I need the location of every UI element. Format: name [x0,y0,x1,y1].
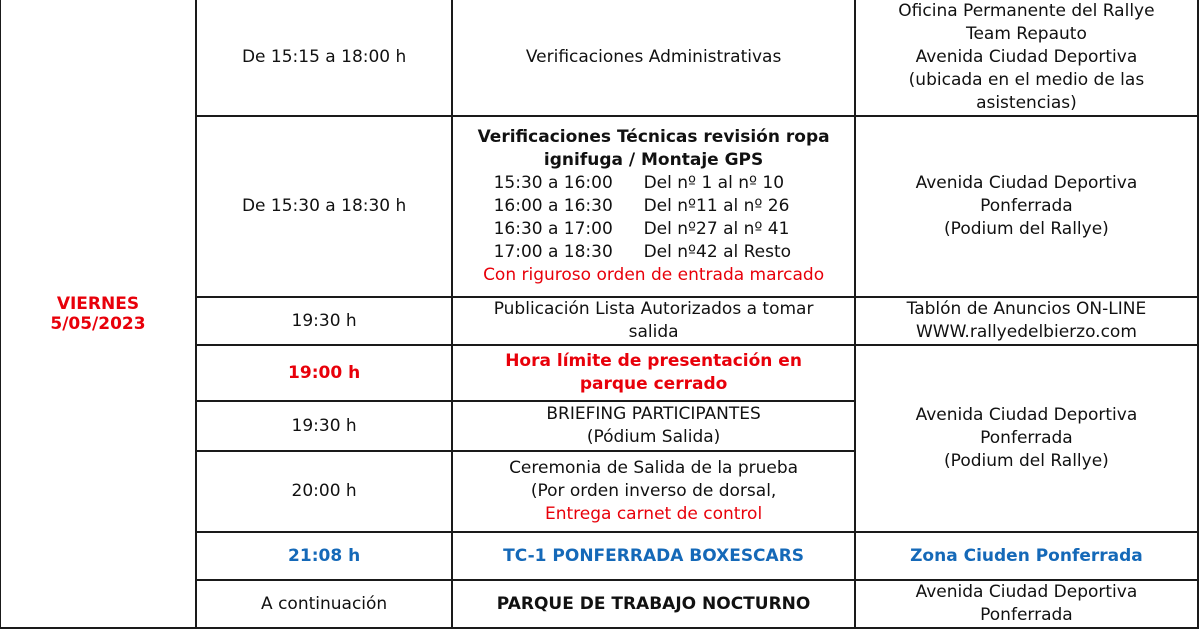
day-date: 5/05/2023 [50,313,146,334]
location-line: asistencias) [976,93,1077,113]
activity-cell [452,345,855,401]
slot-range: Del nº42 al Resto [643,242,792,262]
verification-schedule [459,172,848,264]
location-line: Oficina Permanente del Rallye [898,1,1155,21]
location-line: Ponferrada [980,196,1073,216]
time-cell: 20:00 h [196,451,452,532]
activity-line: BRIEFING PARTICIPANTES [546,404,761,424]
location-cell [855,580,1198,628]
time-cell: 19:30 h [196,297,452,345]
slot-time: 15:30 a 16:00 [493,173,613,193]
time-cell: 19:00 h [196,345,452,401]
location-line: Team Repauto [965,24,1087,44]
day-cell [0,0,196,628]
location-cell: Zona Ciuden Ponferrada [855,532,1198,580]
activity-title: ignifuga / Montaje GPS [543,150,764,170]
activity-line: (Pódium Salida) [586,427,721,447]
activity-cell [452,401,855,451]
slot-time: 16:00 a 16:30 [493,196,613,216]
activity-line: (Por orden inverso de dorsal, [530,481,777,501]
activity-title: Verificaciones Técnicas revisión ropa [477,127,830,147]
activity-line: Ceremonia de Salida de la prueba [509,458,799,478]
activity-cell [452,116,855,297]
time-cell: De 15:15 a 18:00 h [196,0,452,116]
location-line: Avenida Ciudad Deportiva [915,582,1138,602]
location-line: (Podium del Rallye) [944,451,1109,471]
activity-line: Hora límite de presentación en [505,351,802,371]
activity-cell: TC-1 PONFERRADA BOXESCARS [452,532,855,580]
slot-range: Del nº 1 al nº 10 [643,173,785,193]
slot-time: 17:00 a 18:30 [493,242,613,262]
location-line: WWW.rallyedelbierzo.com [915,322,1137,342]
location-cell [855,345,1198,532]
table-row [0,0,1198,116]
location-line: (Podium del Rallye) [944,219,1109,239]
order-note: Con riguroso orden de entrada marcado [483,265,825,285]
location-cell [855,0,1198,116]
location-line: Tablón de Anuncios ON-LINE [906,299,1147,319]
activity-line: salida [628,322,679,342]
slot-range: Del nº11 al nº 26 [643,196,790,216]
location-line: Avenida Ciudad Deportiva [915,47,1138,67]
location-line: (ubicada en el medio de las [908,70,1145,90]
time-cell: A continuación [196,580,452,628]
location-cell [855,297,1198,345]
time-cell: 21:08 h [196,532,452,580]
activity-line: parque cerrado [579,374,728,394]
day-name: VIERNES [56,293,140,314]
slot-time: 16:30 a 17:00 [493,219,613,239]
location-line: Avenida Ciudad Deportiva [915,173,1138,193]
time-cell: 19:30 h [196,401,452,451]
activity-line: Publicación Lista Autorizados a tomar [493,299,814,319]
location-line: Avenida Ciudad Deportiva [915,405,1138,425]
activity-cell [452,297,855,345]
location-cell [855,116,1198,297]
location-line: Ponferrada [980,605,1073,625]
time-cell: De 15:30 a 18:30 h [196,116,452,297]
activity-cell: Verificaciones Administrativas [452,0,855,116]
activity-cell [452,451,855,532]
slot-range: Del nº27 al nº 41 [643,219,790,239]
location-line: Ponferrada [980,428,1073,448]
activity-cell: PARQUE DE TRABAJO NOCTURNO [452,580,855,628]
control-card-note: Entrega carnet de control [544,504,763,524]
